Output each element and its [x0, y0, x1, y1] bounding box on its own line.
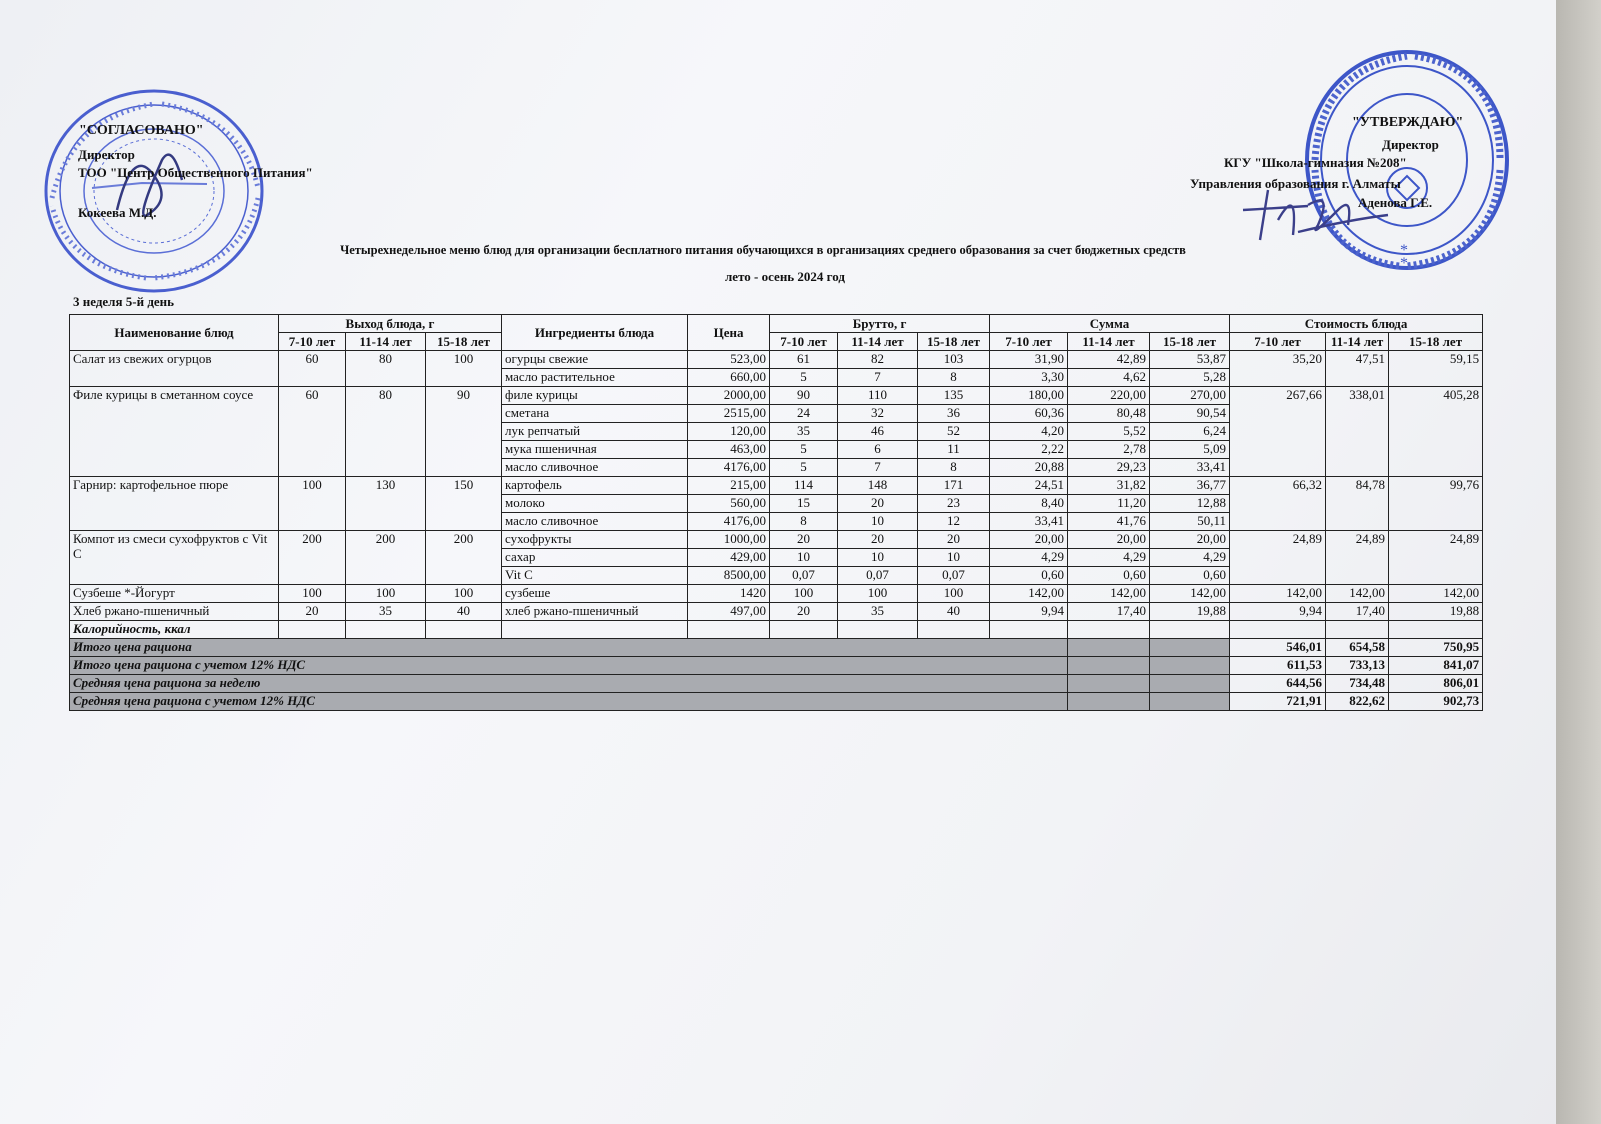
ingredient-brutto: 10 — [918, 549, 990, 567]
header-age-cost-2: 15-18 лет — [1389, 333, 1483, 351]
dish-name: Компот из смеси сухофруктов с Vit C — [70, 531, 279, 585]
dish-name: Хлеб ржано-пшеничный — [70, 603, 279, 621]
ingredient-name: масло сливочное — [502, 459, 688, 477]
dish-output: 40 — [426, 603, 502, 621]
table-row — [70, 477, 1483, 495]
total-value: 806,01 — [1389, 675, 1483, 693]
dish-cost: 66,32 — [1230, 477, 1326, 531]
ingredient-price: 8500,00 — [688, 567, 770, 585]
total-value: 750,95 — [1389, 639, 1483, 657]
total-value: 654,58 — [1326, 639, 1389, 657]
dish-output: 100 — [279, 585, 346, 603]
left-round-stamp — [22, 88, 292, 298]
ingredient-sum: 3,30 — [990, 369, 1068, 387]
ingredient-name: сухофрукты — [502, 531, 688, 549]
ingredient-brutto: 7 — [838, 369, 918, 387]
ingredient-sum: 2,22 — [990, 441, 1068, 459]
total-label: Средняя цена рациона с учетом 12% НДС — [70, 693, 1068, 711]
ingredient-brutto: 15 — [770, 495, 838, 513]
empty-cell — [918, 621, 990, 639]
ingredient-sum: 33,41 — [1150, 459, 1230, 477]
dish-cost: 24,89 — [1389, 531, 1483, 585]
ingredient-brutto: 20 — [838, 495, 918, 513]
ingredient-name: молоко — [502, 495, 688, 513]
dish-cost: 24,89 — [1230, 531, 1326, 585]
ingredient-sum: 180,00 — [990, 387, 1068, 405]
ingredient-price: 560,00 — [688, 495, 770, 513]
ingredient-brutto: 23 — [918, 495, 990, 513]
ingredient-price: 660,00 — [688, 369, 770, 387]
ingredient-brutto: 148 — [838, 477, 918, 495]
dish-cost: 84,78 — [1326, 477, 1389, 531]
ingredient-sum: 36,77 — [1150, 477, 1230, 495]
document-title: Четырехнедельное меню блюд для организации бесплатного питания обучающихся в организациях среднего образования за счет бюджетных средств — [340, 243, 1186, 257]
ingredient-sum: 60,36 — [990, 405, 1068, 423]
left-position: Директор — [78, 147, 135, 162]
ingredient-brutto: 20 — [918, 531, 990, 549]
ingredient-brutto: 8 — [918, 459, 990, 477]
ingredient-sum: 11,20 — [1068, 495, 1150, 513]
ingredient-price: 4176,00 — [688, 459, 770, 477]
ingredient-price: 1420 — [688, 585, 770, 603]
ingredient-brutto: 5 — [770, 441, 838, 459]
total-value: 721,91 — [1230, 693, 1326, 711]
ingredient-brutto: 135 — [918, 387, 990, 405]
ingredient-brutto: 100 — [770, 585, 838, 603]
ingredient-brutto: 10 — [838, 513, 918, 531]
dish-output: 60 — [279, 387, 346, 477]
right-signer-name: Аденова Г.Е. — [1358, 195, 1433, 210]
ingredient-name: масло растительное — [502, 369, 688, 387]
header-cost: Стоимость блюда — [1230, 315, 1483, 333]
ingredient-sum: 24,51 — [990, 477, 1068, 495]
dish-name: Салат из свежих огурцов — [70, 351, 279, 387]
header-brutto: Брутто, г — [770, 315, 990, 333]
ingredient-brutto: 32 — [838, 405, 918, 423]
header-age-output-0: 7-10 лет — [279, 333, 346, 351]
ingredient-sum: 9,94 — [990, 603, 1068, 621]
dish-cost: 142,00 — [1389, 585, 1483, 603]
empty-cell — [1068, 621, 1150, 639]
right-organization: КГУ "Школа-гимназия №208" — [1224, 155, 1407, 170]
svg-text:*: * — [1400, 242, 1408, 259]
dish-cost: 267,66 — [1230, 387, 1326, 477]
ingredient-sum: 0,60 — [1150, 567, 1230, 585]
total-label: Итого цена рациона — [70, 639, 1068, 657]
ingredient-sum: 0,60 — [1068, 567, 1150, 585]
ingredient-name: огурцы свежие — [502, 351, 688, 369]
ingredient-sum: 2,78 — [1068, 441, 1150, 459]
empty-cell — [1068, 639, 1150, 657]
approve-label: "УТВЕРЖДАЮ" — [1352, 115, 1464, 130]
header-dish: Наименование блюд — [70, 315, 279, 351]
header-age-brutto-2: 15-18 лет — [918, 333, 990, 351]
header-age-brutto-1: 11-14 лет — [838, 333, 918, 351]
ingredient-sum: 4,29 — [1150, 549, 1230, 567]
header-age-output-2: 15-18 лет — [426, 333, 502, 351]
header-age-sum-0: 7-10 лет — [990, 333, 1068, 351]
ingredient-sum: 33,41 — [990, 513, 1068, 531]
dish-cost: 35,20 — [1230, 351, 1326, 387]
dish-cost: 59,15 — [1389, 351, 1483, 387]
ingredient-brutto: 35 — [838, 603, 918, 621]
ingredient-sum: 42,89 — [1068, 351, 1150, 369]
ingredient-name: сузбеше — [502, 585, 688, 603]
ingredient-sum: 12,88 — [1150, 495, 1230, 513]
total-value: 611,53 — [1230, 657, 1326, 675]
ingredient-name: лук репчатый — [502, 423, 688, 441]
ingredient-sum: 80,48 — [1068, 405, 1150, 423]
dish-output: 200 — [279, 531, 346, 585]
ingredient-sum: 20,00 — [1150, 531, 1230, 549]
ingredient-brutto: 40 — [918, 603, 990, 621]
ingredient-brutto: 100 — [838, 585, 918, 603]
ingredient-brutto: 6 — [838, 441, 918, 459]
ingredient-brutto: 0,07 — [838, 567, 918, 585]
calories-row — [70, 621, 1483, 639]
dish-output: 80 — [346, 351, 426, 387]
ingredient-brutto: 5 — [770, 459, 838, 477]
ingredient-sum: 20,00 — [990, 531, 1068, 549]
header-age-cost-0: 7-10 лет — [1230, 333, 1326, 351]
ingredient-brutto: 114 — [770, 477, 838, 495]
ingredient-price: 120,00 — [688, 423, 770, 441]
empty-cell — [990, 621, 1068, 639]
total-value: 644,56 — [1230, 675, 1326, 693]
ingredient-price: 429,00 — [688, 549, 770, 567]
total-label: Средняя цена рациона за неделю — [70, 675, 1068, 693]
header-sum: Сумма — [990, 315, 1230, 333]
ingredient-brutto: 61 — [770, 351, 838, 369]
dish-output: 100 — [426, 585, 502, 603]
ingredient-price: 1000,00 — [688, 531, 770, 549]
left-organization: ТОО "Центр Общественного Питания" — [78, 165, 313, 180]
empty-cell — [1150, 639, 1230, 657]
calories-label: Калорийность, ккал — [70, 621, 279, 639]
total-label: Итого цена рациона с учетом 12% НДС — [70, 657, 1068, 675]
dish-cost: 47,51 — [1326, 351, 1389, 387]
empty-cell — [838, 621, 918, 639]
ingredient-brutto: 11 — [918, 441, 990, 459]
table-header-ages-row — [70, 333, 1483, 351]
ingredient-sum: 0,60 — [990, 567, 1068, 585]
ingredient-sum: 142,00 — [990, 585, 1068, 603]
ingredient-price: 2515,00 — [688, 405, 770, 423]
total-row — [70, 657, 1483, 675]
ingredient-price: 2000,00 — [688, 387, 770, 405]
dish-name: Сузбеше *-Йогурт — [70, 585, 279, 603]
ingredient-sum: 31,90 — [990, 351, 1068, 369]
ingredient-price: 497,00 — [688, 603, 770, 621]
dish-output: 200 — [346, 531, 426, 585]
ingredient-sum: 19,88 — [1150, 603, 1230, 621]
header-output: Выход блюда, г — [279, 315, 502, 333]
total-value: 734,48 — [1326, 675, 1389, 693]
empty-cell — [1150, 693, 1230, 711]
ingredient-sum: 4,62 — [1068, 369, 1150, 387]
total-value: 841,07 — [1389, 657, 1483, 675]
dish-cost: 99,76 — [1389, 477, 1483, 531]
agreed-label: "СОГЛАСОВАНО" — [79, 123, 204, 138]
total-row — [70, 675, 1483, 693]
empty-cell — [426, 621, 502, 639]
ingredient-sum: 8,40 — [990, 495, 1068, 513]
header-age-cost-1: 11-14 лет — [1326, 333, 1389, 351]
total-value: 822,62 — [1326, 693, 1389, 711]
dish-name: Филе курицы в сметанном соусе — [70, 387, 279, 477]
ingredient-brutto: 0,07 — [770, 567, 838, 585]
total-row — [70, 693, 1483, 711]
ingredient-sum: 20,00 — [1068, 531, 1150, 549]
ingredient-name: хлеб ржано-пшеничный — [502, 603, 688, 621]
empty-cell — [346, 621, 426, 639]
ingredient-name: филе курицы — [502, 387, 688, 405]
ingredient-brutto: 171 — [918, 477, 990, 495]
header-age-brutto-0: 7-10 лет — [770, 333, 838, 351]
ingredient-sum: 142,00 — [1068, 585, 1150, 603]
empty-cell — [1150, 675, 1230, 693]
ingredient-brutto: 82 — [838, 351, 918, 369]
dish-output: 200 — [426, 531, 502, 585]
ingredient-brutto: 10 — [838, 549, 918, 567]
total-value: 546,01 — [1230, 639, 1326, 657]
empty-cell — [1150, 621, 1230, 639]
table-row — [70, 351, 1483, 369]
empty-cell — [770, 621, 838, 639]
ingredient-sum: 4,20 — [990, 423, 1068, 441]
empty-cell — [1389, 621, 1483, 639]
table-row — [70, 585, 1483, 603]
total-value: 902,73 — [1389, 693, 1483, 711]
table-row — [70, 531, 1483, 549]
document-subtitle: лето - осень 2024 год — [725, 269, 845, 284]
ingredient-brutto: 20 — [770, 603, 838, 621]
dish-output: 150 — [426, 477, 502, 531]
ingredient-price: 463,00 — [688, 441, 770, 459]
ingredient-sum: 220,00 — [1068, 387, 1150, 405]
empty-cell — [1230, 621, 1326, 639]
ingredient-brutto: 52 — [918, 423, 990, 441]
left-signer-name: Кокеева М.Д. — [78, 205, 157, 220]
ingredient-brutto: 100 — [918, 585, 990, 603]
dish-cost: 17,40 — [1326, 603, 1389, 621]
empty-cell — [688, 621, 770, 639]
ingredient-sum: 6,24 — [1150, 423, 1230, 441]
dish-output: 130 — [346, 477, 426, 531]
header-ingredients: Ингредиенты блюда — [502, 315, 688, 351]
ingredient-brutto: 20 — [770, 531, 838, 549]
ingredient-brutto: 36 — [918, 405, 990, 423]
right-department: Управления образования г. Алматы — [1190, 176, 1401, 191]
dish-cost: 405,28 — [1389, 387, 1483, 477]
total-row — [70, 639, 1483, 657]
ingredient-brutto: 110 — [838, 387, 918, 405]
ingredient-brutto: 35 — [770, 423, 838, 441]
ingredient-sum: 4,29 — [990, 549, 1068, 567]
ingredient-sum: 50,11 — [1150, 513, 1230, 531]
ingredient-sum: 5,28 — [1150, 369, 1230, 387]
dish-name: Гарнир: картофельное пюре — [70, 477, 279, 531]
ingredient-name: сахар — [502, 549, 688, 567]
dish-cost: 338,01 — [1326, 387, 1389, 477]
ingredient-name: картофель — [502, 477, 688, 495]
menu-table — [69, 314, 1483, 711]
dish-output: 100 — [346, 585, 426, 603]
dish-output: 35 — [346, 603, 426, 621]
dish-cost: 24,89 — [1326, 531, 1389, 585]
header-age-output-1: 11-14 лет — [346, 333, 426, 351]
ingredient-brutto: 90 — [770, 387, 838, 405]
empty-cell — [502, 621, 688, 639]
table-header-row — [70, 315, 1483, 333]
ingredient-sum: 31,82 — [1068, 477, 1150, 495]
dish-output: 20 — [279, 603, 346, 621]
ingredient-sum: 90,54 — [1150, 405, 1230, 423]
ingredient-brutto: 20 — [838, 531, 918, 549]
ingredient-sum: 41,76 — [1068, 513, 1150, 531]
background-surface — [1556, 0, 1601, 1124]
ingredient-name: масло сливочное — [502, 513, 688, 531]
ingredient-brutto: 46 — [838, 423, 918, 441]
ingredient-brutto: 10 — [770, 549, 838, 567]
ingredient-sum: 53,87 — [1150, 351, 1230, 369]
week-day-label: 3 неделя 5-й день — [73, 294, 175, 309]
ingredient-brutto: 12 — [918, 513, 990, 531]
ingredient-brutto: 24 — [770, 405, 838, 423]
ingredient-name: мука пшеничная — [502, 441, 688, 459]
svg-text:*: * — [1400, 255, 1408, 272]
table-row — [70, 603, 1483, 621]
empty-cell — [279, 621, 346, 639]
ingredient-brutto: 7 — [838, 459, 918, 477]
header-age-sum-2: 15-18 лет — [1150, 333, 1230, 351]
right-position: Директор — [1382, 137, 1439, 152]
ingredient-brutto: 5 — [770, 369, 838, 387]
ingredient-sum: 20,88 — [990, 459, 1068, 477]
dish-cost: 19,88 — [1389, 603, 1483, 621]
ingredient-sum: 270,00 — [1150, 387, 1230, 405]
ingredient-name: сметана — [502, 405, 688, 423]
ingredient-brutto: 103 — [918, 351, 990, 369]
header-price: Цена — [688, 315, 770, 351]
ingredient-sum: 5,09 — [1150, 441, 1230, 459]
ingredient-sum: 142,00 — [1150, 585, 1230, 603]
dish-cost: 9,94 — [1230, 603, 1326, 621]
ingredient-sum: 29,23 — [1068, 459, 1150, 477]
header-age-sum-1: 11-14 лет — [1068, 333, 1150, 351]
empty-cell — [1326, 621, 1389, 639]
ingredient-name: Vit C — [502, 567, 688, 585]
dish-output: 100 — [426, 351, 502, 387]
empty-cell — [1068, 657, 1150, 675]
empty-cell — [1068, 675, 1150, 693]
ingredient-sum: 5,52 — [1068, 423, 1150, 441]
ingredient-sum: 4,29 — [1068, 549, 1150, 567]
ingredient-sum: 17,40 — [1068, 603, 1150, 621]
empty-cell — [1150, 657, 1230, 675]
total-value: 733,13 — [1326, 657, 1389, 675]
dish-output: 80 — [346, 387, 426, 477]
ingredient-price: 4176,00 — [688, 513, 770, 531]
dish-output: 90 — [426, 387, 502, 477]
dish-cost: 142,00 — [1230, 585, 1326, 603]
ingredient-price: 215,00 — [688, 477, 770, 495]
empty-cell — [1068, 693, 1150, 711]
ingredient-price: 523,00 — [688, 351, 770, 369]
ingredient-brutto: 8 — [918, 369, 990, 387]
ingredient-brutto: 8 — [770, 513, 838, 531]
ingredient-brutto: 0,07 — [918, 567, 990, 585]
dish-cost: 142,00 — [1326, 585, 1389, 603]
table-row — [70, 387, 1483, 405]
dish-output: 100 — [279, 477, 346, 531]
dish-output: 60 — [279, 351, 346, 387]
